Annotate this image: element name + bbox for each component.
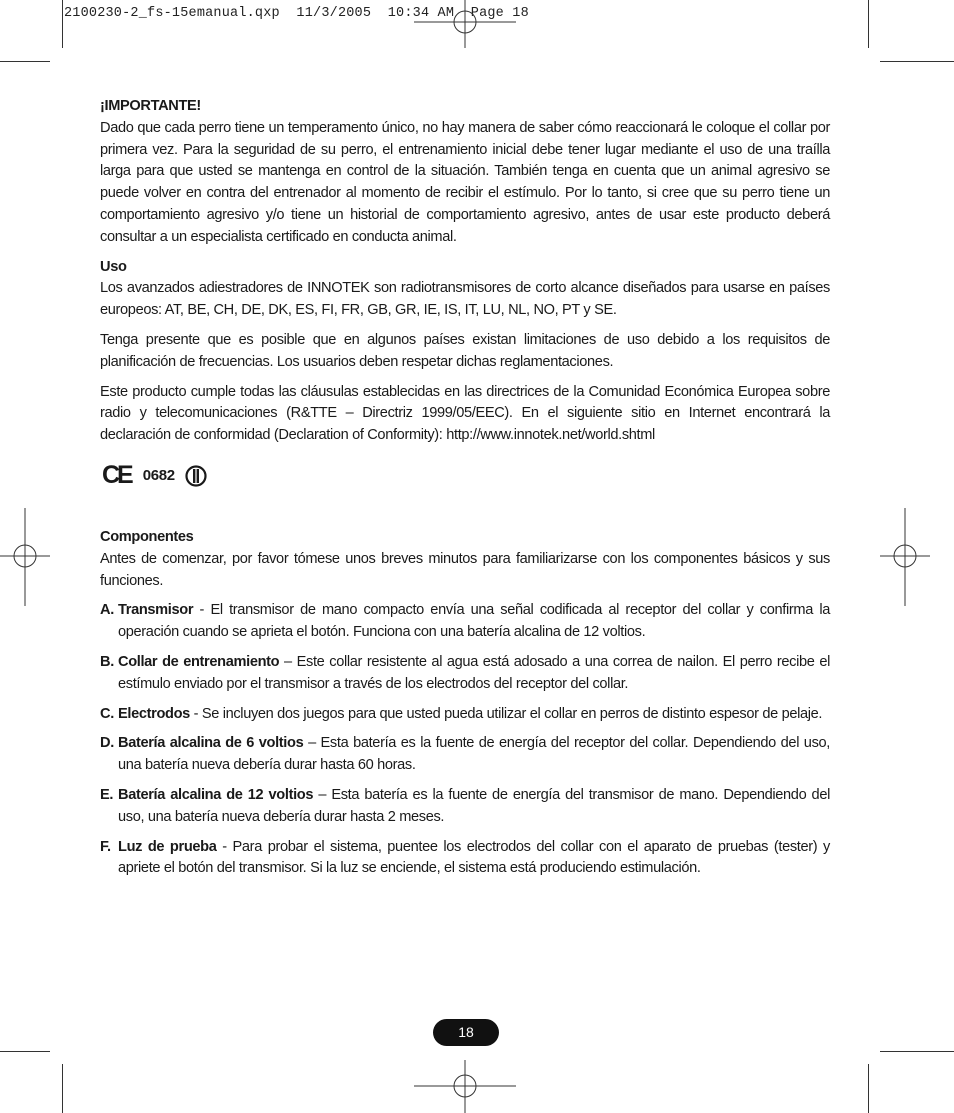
registration-mark-top — [414, 0, 516, 48]
crop-mark — [0, 1051, 50, 1052]
crop-mark — [880, 1051, 954, 1052]
registration-mark-bottom — [414, 1060, 516, 1113]
registration-mark-right — [880, 508, 930, 606]
item-letter: F. — [100, 838, 111, 855]
item-title: Batería alcalina de 12 voltios — [118, 786, 314, 803]
item-text: – Esta batería es la fuente de energía del transmisor de mano. Dependiendo del uso, una batería nueva debería durar hasta 2 meses. — [118, 786, 830, 825]
component-item — [100, 785, 830, 829]
ce-mark-logo: CE — [102, 461, 131, 490]
important-paragraph: Dado que cada perro tiene un temperamento único, no hay manera de saber cómo reaccionará le coloque el collar por primera vez. Para la seguridad de su perro, el entrenamiento inicial debe tener lugar mediante el uso de una traílla larga para que usted se mantenga en control de la situación. También tenga en cuenta que un animal agresivo se puede volver en contra del entrenador al momento de recibir el estímulo. Por lo tanto, si cree que su perro tiene un comportamiento agresivo y/o tiene un historial de comportamiento agresivo, antes de usar este producto deberá consultar a un especialista certificado en conducta animal. — [100, 119, 830, 245]
item-body — [118, 704, 830, 726]
item-text: - Se incluyen dos juegos para que usted pueda utilizar el collar en perros de distinto espesor de pelaje. — [189, 705, 823, 722]
item-body — [118, 733, 830, 777]
item-letter: B. — [100, 653, 114, 670]
item-text: – Este collar resistente al agua está adosado a una correa de nailon. El perro recibe el estímulo enviado por el transmisor a través de los electrodos del receptor del collar. — [118, 653, 830, 692]
component-item — [100, 704, 830, 726]
item-text: - Para probar el sistema, puentee los electrodos del collar con el aparato de pruebas (tester) y apriete el botón del transmisor. Si la luz se enciende, el sistema está produciendo estimulación. — [118, 838, 830, 877]
component-item — [100, 837, 830, 881]
uso-heading: Uso — [100, 258, 127, 275]
uso-paragraph-limitations: Tenga presente que es posible que en algunos países existan limitaciones de uso debido a los requisitos de planificación de frecuencias. Los usuarios deben respetar dichas reglamentaciones. — [100, 331, 830, 370]
item-title: Transmisor — [118, 602, 194, 619]
item-title: Collar de entrenamiento — [118, 653, 280, 670]
item-title: Luz de prueba — [118, 838, 217, 855]
notified-body-number: 0682 — [142, 467, 175, 485]
crop-mark — [880, 61, 954, 62]
item-body — [118, 837, 830, 881]
crop-mark — [62, 1064, 63, 1113]
item-title: Batería alcalina de 6 voltios — [118, 735, 304, 752]
item-letter: A. — [100, 602, 114, 619]
item-text: – Esta batería es la fuente de energía del receptor del collar. Dependiendo del uso, una batería nueva debería durar hasta 60 horas. — [118, 735, 830, 774]
item-text: - El transmisor de mano compacto envía una señal codificada al receptor del collar y confirma la operación cuando se aprieta el botón. Funciona con una batería alcalina de 12 voltios. — [118, 602, 830, 641]
crop-mark — [62, 0, 63, 48]
componentes-intro: Antes de comenzar, por favor tómese unos breves minutos para familiarizarse con los componentes básicos y sus funciones. — [100, 550, 830, 589]
item-body — [118, 600, 830, 644]
componentes-heading: Componentes — [100, 528, 194, 545]
component-item — [100, 733, 830, 777]
registration-mark-left — [0, 508, 50, 606]
crop-mark — [868, 0, 869, 48]
item-body — [118, 785, 830, 829]
item-title: Electrodos — [118, 705, 190, 722]
class-2-alert-icon — [185, 465, 207, 487]
component-item — [100, 652, 830, 696]
item-letter: D. — [100, 735, 114, 752]
item-body — [118, 652, 830, 696]
important-heading: ¡IMPORTANTE! — [100, 98, 201, 114]
page-number: 18 — [433, 1019, 499, 1046]
component-item — [100, 600, 830, 644]
crop-mark — [868, 1064, 869, 1113]
item-letter: E. — [100, 786, 114, 803]
uso-paragraph-compliance: Este producto cumple todas las cláusulas establecidas en las directrices de la Comunidad Económica Europea sobre radio y telecomunicaciones (R&TTE – Directriz 1999/05/EEC). En el siguiente sitio en Internet encontrará la declaración de conformidad (Declaration of Conformity): http://www.innotek.net/world.shtml — [100, 383, 830, 444]
crop-mark — [0, 61, 50, 62]
uso-paragraph-countries: Los avanzados adiestradores de INNOTEK son radiotransmisores de corto alcance diseñados para usarse en países europeos: AT, BE, CH, DE, DK, ES, FI, FR, GB, GR, IE, IS, IT, LU, NL, NO, PT y SE. — [100, 280, 830, 319]
item-letter: C. — [100, 705, 114, 722]
print-slug: 2100230-2_fs-15emanual.qxp 11/3/2005 10:34 AM Page 18 — [64, 6, 529, 21]
ce-certification — [102, 461, 830, 491]
page-content — [100, 96, 830, 888]
